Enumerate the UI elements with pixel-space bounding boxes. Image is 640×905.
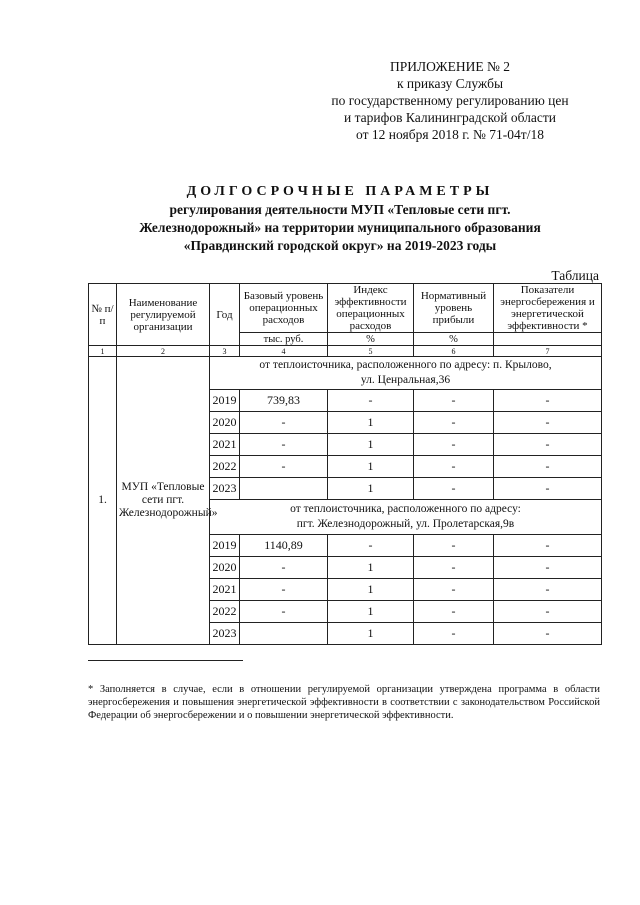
cell-energy: -: [494, 390, 602, 412]
appendix-number: ПРИЛОЖЕНИЕ № 2: [389, 59, 511, 74]
source-address-line-1: от теплоисточника, расположенного по адресу: п. Крылово,: [259, 359, 552, 371]
cell-year: 2019: [210, 390, 240, 412]
cell-year: 2021: [210, 434, 240, 456]
header-num: № п/п: [89, 284, 117, 346]
cell-energy: -: [494, 412, 602, 434]
cell-energy: -: [494, 623, 602, 645]
cell-year: 2019: [210, 535, 240, 557]
table-label: Таблица: [551, 268, 599, 283]
cell-year: 2022: [210, 456, 240, 478]
source-address-line-2: ул. Ценральная,36: [360, 374, 451, 386]
cell-index: -: [328, 390, 414, 412]
organization-name: МУП «Тепловые сети пгт. Железнодорожный»: [117, 357, 210, 645]
cell-index: 1: [328, 478, 414, 500]
header-row: [89, 284, 602, 333]
cell-energy: -: [494, 579, 602, 601]
cell-base: -: [240, 456, 328, 478]
unit-energy: [494, 333, 602, 346]
cell-base: 1140,89: [240, 535, 328, 557]
cell-energy: -: [494, 535, 602, 557]
cell-profit: -: [414, 478, 494, 500]
appendix-date: от 12 ноября 2018 г. № 71-04т/18: [356, 127, 544, 142]
source-address: [210, 357, 602, 390]
cell-profit: -: [414, 535, 494, 557]
column-numbers-row: [89, 346, 602, 357]
cell-profit: -: [414, 412, 494, 434]
cell-index: 1: [328, 623, 414, 645]
appendix-order: к приказу Службы: [396, 76, 504, 91]
col-number: 1: [89, 346, 117, 357]
cell-profit: -: [414, 390, 494, 412]
source-address-line-2: пгт. Железнодорожный, ул. Пролетарская,9в: [296, 518, 515, 530]
parameters-table: [88, 283, 602, 645]
col-number: 3: [210, 346, 240, 357]
header-energy: Показатели энергосбережения и энергетической эффективности *: [494, 284, 602, 333]
title-line-4: «Правдинский городской округ» на 2019-2023 годы: [183, 238, 497, 253]
cell-base: 739,83: [240, 390, 328, 412]
cell-index: 1: [328, 579, 414, 601]
source-address-line-1: от теплоисточника, расположенного по адресу:: [290, 503, 521, 515]
cell-year: 2021: [210, 579, 240, 601]
cell-energy: -: [494, 478, 602, 500]
header-org: Наименование регулируемой организации: [117, 284, 210, 346]
cell-profit: -: [414, 601, 494, 623]
appendix-block: [300, 58, 600, 143]
header-base: Базовый уровень операционных расходов: [240, 284, 328, 333]
cell-base: -: [240, 601, 328, 623]
col-number: 6: [414, 346, 494, 357]
cell-year: 2020: [210, 412, 240, 434]
source-row: [89, 357, 602, 390]
cell-year: 2023: [210, 478, 240, 500]
cell-base: [240, 478, 328, 500]
cell-index: 1: [328, 557, 414, 579]
title-line-2: регулирования деятельности МУП «Тепловые сети пгт.: [169, 202, 511, 217]
header-index: Индекс эффективности операционных расходов: [328, 284, 414, 333]
unit-profit: %: [414, 333, 494, 346]
document-title: [70, 183, 610, 255]
cell-profit: -: [414, 434, 494, 456]
cell-base: -: [240, 579, 328, 601]
footnote-divider: [88, 660, 243, 661]
header-profit: Нормативный уровень прибыли: [414, 284, 494, 333]
unit-base: тыс. руб.: [240, 333, 328, 346]
unit-index: %: [328, 333, 414, 346]
col-number: 5: [328, 346, 414, 357]
cell-year: 2020: [210, 557, 240, 579]
appendix-region: и тарифов Калининградской области: [344, 110, 556, 125]
footnote: * Заполняется в случае, если в отношении регулируемой организации утверждена программа в области энергосбережения и повышения энергетической эффективности в соответствии с законодательством Российской Федерации об энергосбережении и о повышении энергетической эффективности.: [88, 684, 600, 721]
cell-base: -: [240, 412, 328, 434]
cell-base: -: [240, 557, 328, 579]
col-number: 2: [117, 346, 210, 357]
cell-year: 2022: [210, 601, 240, 623]
cell-profit: -: [414, 579, 494, 601]
cell-base: -: [240, 434, 328, 456]
appendix-service: по государственному регулированию цен: [331, 93, 569, 108]
col-number: 7: [494, 346, 602, 357]
col-number: 4: [240, 346, 328, 357]
cell-profit: -: [414, 456, 494, 478]
cell-energy: -: [494, 456, 602, 478]
header-year: Год: [210, 284, 240, 346]
cell-index: 1: [328, 412, 414, 434]
cell-index: -: [328, 535, 414, 557]
cell-energy: -: [494, 434, 602, 456]
cell-energy: -: [494, 557, 602, 579]
cell-profit: -: [414, 557, 494, 579]
cell-index: 1: [328, 456, 414, 478]
title-main: ДОЛГОСРОЧНЫЕ ПАРАМЕТРЫ: [186, 184, 494, 199]
cell-year: 2023: [210, 623, 240, 645]
source-address: [210, 500, 602, 535]
row-number: 1.: [89, 357, 117, 645]
cell-profit: -: [414, 623, 494, 645]
cell-index: 1: [328, 601, 414, 623]
cell-energy: -: [494, 601, 602, 623]
title-line-3: Железнодорожный» на территории муниципального образования: [139, 220, 541, 235]
cell-index: 1: [328, 434, 414, 456]
cell-base: [240, 623, 328, 645]
